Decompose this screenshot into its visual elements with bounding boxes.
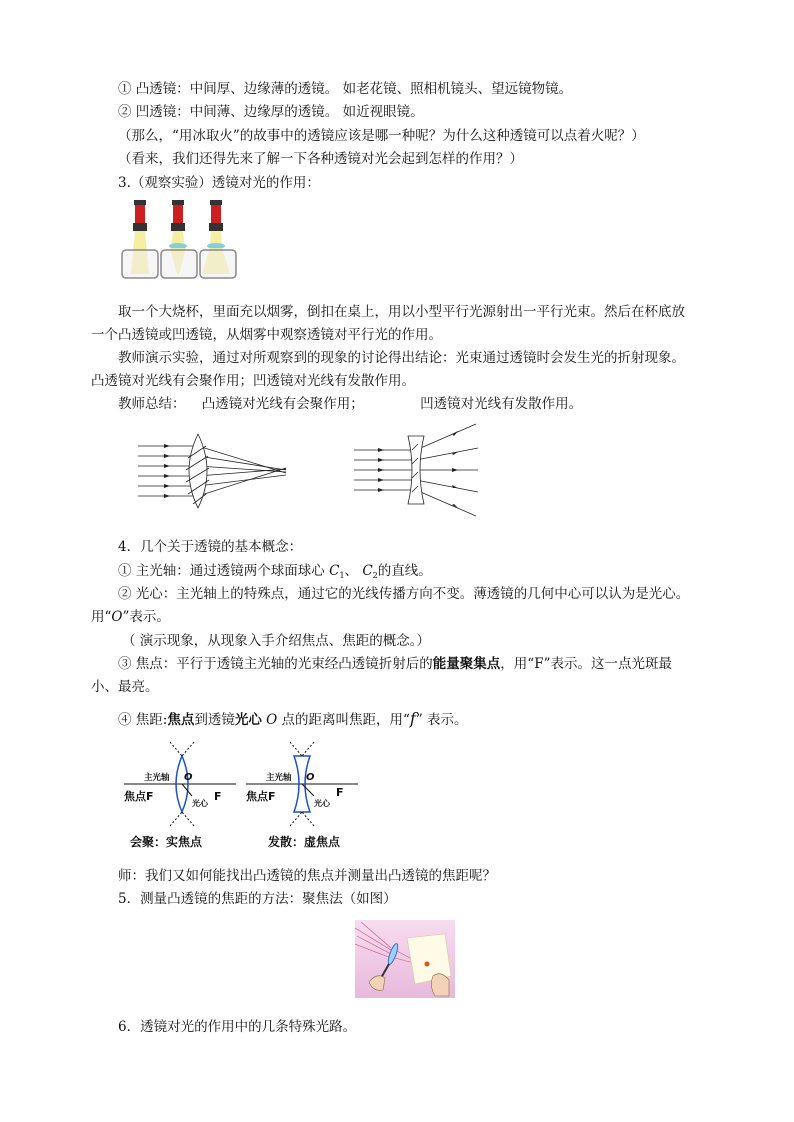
focus-definition-line1 bbox=[118, 655, 672, 673]
focus-text-end: ，用“F”表示。这一点光斑最 bbox=[500, 656, 672, 672]
focus-bold-term: 能量聚集点 bbox=[432, 656, 501, 672]
experiment-paragraph-line2: 一个凸透镜或凹透镜，从烟雾中观察透镜对平行光的作用。 bbox=[91, 327, 442, 343]
teacher-summary bbox=[118, 395, 582, 413]
question-ice-fire: （那么，“用冰取火”的故事中的透镜应该是哪一种呢？为什么这种透镜可以点着火呢？） bbox=[118, 128, 645, 144]
o-symbol: O bbox=[111, 609, 123, 625]
caption-diverge: 发散：虚焦点 bbox=[268, 835, 341, 849]
principal-axis-definition bbox=[118, 562, 432, 585]
caption-converge: 会聚：实焦点 bbox=[130, 835, 203, 849]
section-5-heading: 5．测量凸透镜的焦距的方法：聚焦法（如图） bbox=[118, 891, 397, 907]
f-label-left: F bbox=[214, 790, 222, 803]
c2-symbol: C bbox=[362, 563, 373, 579]
demo-paragraph-line1: 教师演示实验，通过对所观察到的现象的讨论得出结论：光束通过透镜时会发生光的折射现象。 bbox=[118, 350, 685, 366]
f-symbol: f bbox=[409, 709, 416, 728]
fl-text-2: 到透镜 bbox=[194, 712, 235, 728]
axis-separator: 、 bbox=[344, 563, 363, 579]
focus-diagram bbox=[118, 738, 368, 856]
fl-text-end: ” 表示。 bbox=[415, 712, 468, 728]
beakers bbox=[122, 250, 236, 278]
c2-subscript: 2 bbox=[372, 571, 378, 580]
c1-symbol: C bbox=[329, 563, 340, 579]
focus-label-right: 焦点F bbox=[246, 790, 276, 803]
fl-text-3: 点的距离叫焦距，用“ bbox=[281, 712, 410, 728]
focus-definition-line2: 小、最亮。 bbox=[91, 679, 159, 695]
flashlight-experiment-figure bbox=[118, 196, 240, 282]
transition-note: （看来，我们还得先来了解一下各种透镜对光会起到怎样的作用？） bbox=[118, 151, 523, 167]
fl-o-symbol: O bbox=[261, 712, 282, 728]
section-4-heading: 4．几个关于透镜的基本概念： bbox=[118, 539, 303, 555]
concave-lens-ray-diagram bbox=[352, 420, 492, 520]
concave-focus-diagram bbox=[246, 742, 358, 849]
axis-text-end: 的直线。 bbox=[377, 563, 432, 579]
focal-length-definition bbox=[118, 710, 468, 729]
demo-paragraph-line2: 凸透镜对光线有会聚作用；凹透镜对光线有发散作用。 bbox=[91, 373, 415, 389]
section-3-heading: 3.（观察实验）透镜对光的作用： bbox=[118, 175, 320, 191]
o-label-left: O bbox=[184, 772, 193, 783]
optical-center-definition-line1: ② 光心：主光轴上的特殊点，通过它的光线传播方向不变。薄透镜的几何中心可以认为是光心。 bbox=[118, 586, 690, 602]
summary-concave: 凹透镜对光线有发散作用。 bbox=[420, 396, 583, 412]
optical-center-definition-line2 bbox=[91, 608, 170, 626]
focus-text: ③ 焦点：平行于透镜主光轴的光束经凸透镜折射后的 bbox=[118, 656, 433, 672]
focusing-method-figure bbox=[355, 920, 455, 998]
c1-subscript: 1 bbox=[339, 571, 345, 580]
demo-note: （ 演示现象，从现象入手介绍焦点、焦距的概念。） bbox=[122, 633, 431, 649]
fl-text: ④ 焦距: bbox=[118, 712, 168, 728]
axis-label-right: 主光轴 bbox=[266, 773, 292, 783]
center-label-left: 光心 bbox=[192, 799, 208, 808]
summary-convex: 凸透镜对光线有会聚作用； bbox=[201, 396, 364, 412]
section-6-heading: 6．透镜对光的作用中的几条特殊光路。 bbox=[118, 1019, 357, 1035]
experiment-paragraph-line1: 取一个大烧杯，里面充以烟雾，倒扣在桌上，用以小型平行光源射出一平行光束。然后在杯底放 bbox=[118, 304, 685, 320]
convex-definition: ① 凸透镜：中间厚、边缘薄的透镜。 如老花镜、照相机镜头、望远镜物镜。 bbox=[118, 81, 573, 97]
focus-label-left: 焦点F bbox=[124, 790, 154, 803]
convex-focus-diagram bbox=[124, 742, 236, 849]
summary-label: 教师总结： bbox=[118, 396, 186, 412]
oc-text-end: ”表示。 bbox=[122, 609, 170, 625]
fl-focus-term: 焦点 bbox=[167, 712, 195, 728]
axis-label-left: 主光轴 bbox=[144, 773, 170, 783]
f-label-right: F bbox=[336, 786, 344, 799]
concave-definition: ② 凹透镜：中间薄、边缘厚的透镜。 如近视眼镜。 bbox=[118, 104, 424, 120]
convex-lens-ray-diagram bbox=[136, 428, 316, 518]
o-label-right: O bbox=[306, 772, 315, 783]
fl-center-term: 光心 bbox=[234, 712, 262, 728]
center-label-right: 光心 bbox=[314, 799, 330, 808]
oc-text: 用“ bbox=[91, 609, 112, 625]
axis-text: ① 主光轴：通过透镜两个球面球心 bbox=[118, 563, 330, 579]
teacher-question: 师：我们又如何能找出凸透镜的焦点并测量出凸透镜的焦距呢？ bbox=[118, 868, 496, 884]
